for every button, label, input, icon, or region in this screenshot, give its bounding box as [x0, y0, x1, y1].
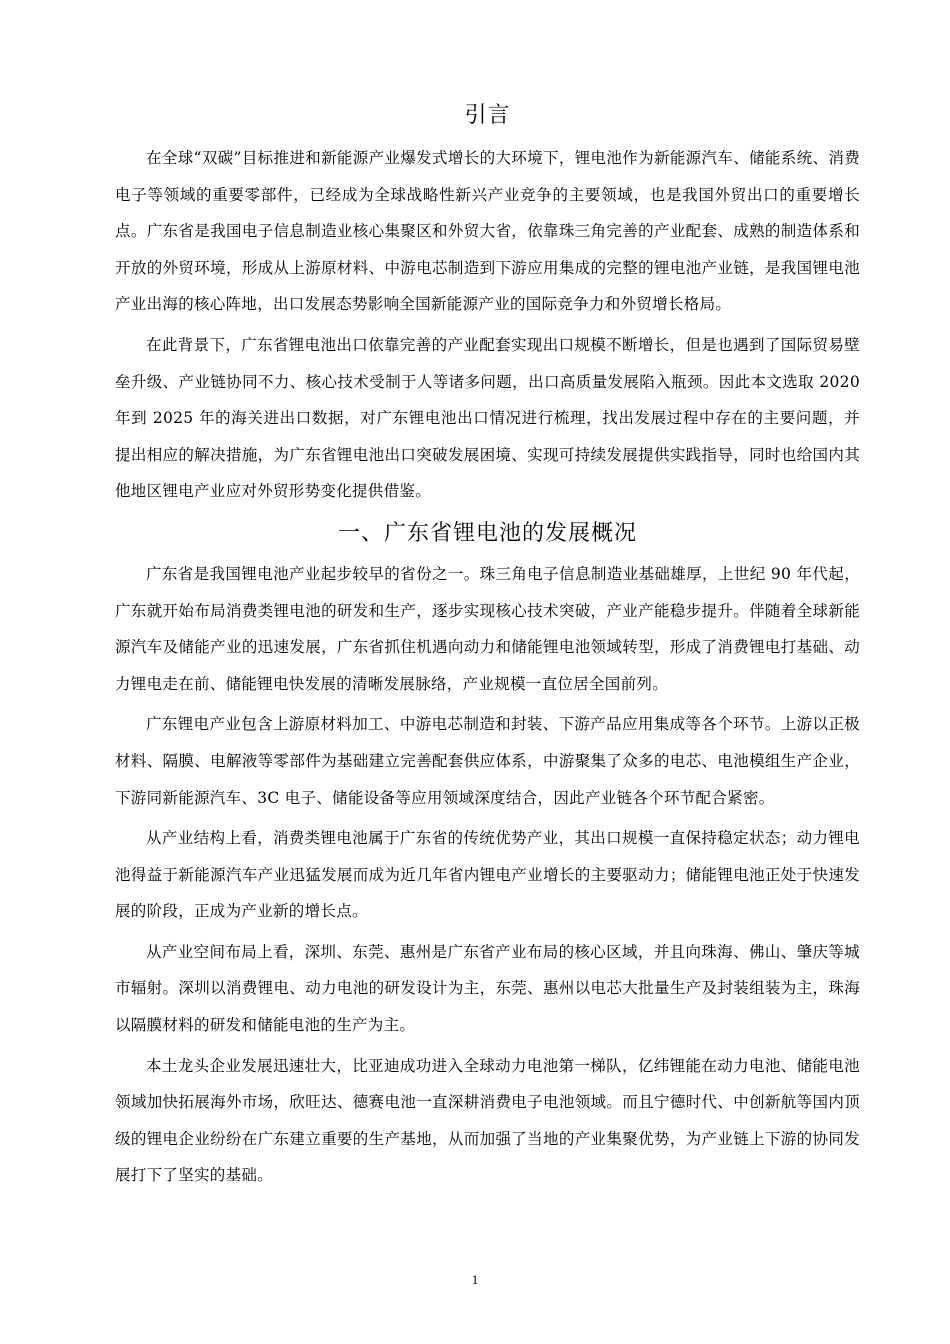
- chapter-1-paragraph-4: 从产业空间布局上看，深圳、东莞、惠州是广东省产业布局的核心区域，并且向珠海、佛山、肇庆等城市辐射。深圳以消费锂电、动力电池的研发设计为主，东莞、惠州以电芯大批量生产及封装组装为主，珠海以隔膜材料的研发和储能电池的生产为主。: [115, 942, 860, 1035]
- chapter-1-paragraph-1: 广东省是我国锂电池产业起步较早的省份之一。珠三角电子信息制造业基础雄厚，上世纪 90 年代起，广东就开始布局消费类锂电池的研发和生产，逐步实现核心技术突破，产业产能稳步提升。伴随着全球新能源汽车及储能产业的迅速发展，广东省抓住机遇向动力和储能锂电池领域转型，形成了消费锂电打基础、动力锂电走在前、储能锂电快发展的清晰发展脉络，产业规模一直位居全国前列。: [115, 564, 860, 693]
- intro-heading: 引言: [464, 103, 511, 128]
- chapter-1-heading: 一、广东省锂电池的发展概况: [337, 520, 637, 546]
- page-number: 1: [471, 1272, 479, 1287]
- intro-paragraph-2: 在此背景下，广东省锂电池出口依靠完善的产业配套实现出口规模不断增长，但是也遇到了国际贸易壁垒升级、产业链协同不力、核心技术受制于人等诸多问题，出口高质量发展陷入瓶颈。因此本文选取 2020 年到 2025 年的海关进出口数据，对广东锂电池出口情况进行梳理，找出发展过程中存在的主要问题，并提出相应的解决措施，为广东省锂电池出口突破发展困境、实现可持续发展提供实践指导，同时也给国内其他地区锂电产业应对外贸形势变化提供借鉴。: [115, 335, 860, 501]
- chapter-1-paragraph-2: 广东锂电产业包含上游原材料加工、中游电芯制造和封装、下游产品应用集成等各个环节。上游以正极材料、隔膜、电解液等零部件为基础建立完善配套供应体系，中游聚集了众多的电芯、电池模组生产企业，下游同新能源汽车、3C 电子、储能设备等应用领域深度结合，因此产业链各个环节配合紧密。: [115, 715, 860, 807]
- intro-paragraph-1: 在全球“双碳”目标推进和新能源产业爆发式增长的大环境下，锂电池作为新能源汽车、储能系统、消费电子等领域的重要零部件，已经成为全球战略性新兴产业竞争的主要领域，也是我国外贸出口的重要增长点。广东省是我国电子信息制造业核心集聚区和外贸大省，依靠珠三角完善的产业配套、成熟的制造体系和开放的外贸环境，形成从上游原材料、中游电芯制造到下游应用集成的完整的锂电池产业链，是我国锂电池产业出海的核心阵地，出口发展态势影响全国新能源产业的国际竞争力和外贸增长格局。: [115, 149, 860, 314]
- page-content: [115, 98, 860, 1194]
- chapter-1-section: [115, 556, 860, 1194]
- chapter-1-paragraph-5: 本土龙头企业发展迅速壮大，比亚迪成功进入全球动力电池第一梯队，亿纬锂能在动力电池、储能电池领域加快拓展海外市场，欣旺达、德赛电池一直深耕消费电子电池领域。而且宁德时代、中创新航等国内顶级的锂电企业纷纷在广东建立重要的生产基地，从而加强了当地的产业集聚优势，为产业链上下游的协同发展打下了坚实的基础。: [115, 1056, 860, 1185]
- intro-section: [115, 140, 860, 510]
- chapter-1-paragraph-3: 从产业结构上看，消费类锂电池属于广东省的传统优势产业，其出口规模一直保持稳定状态；动力锂电池得益于新能源汽车产业迅猛发展而成为近几年省内锂电产业增长的主要驱动力；储能锂电池正处于快速发展的阶段，正成为产业新的增长点。: [115, 829, 860, 921]
